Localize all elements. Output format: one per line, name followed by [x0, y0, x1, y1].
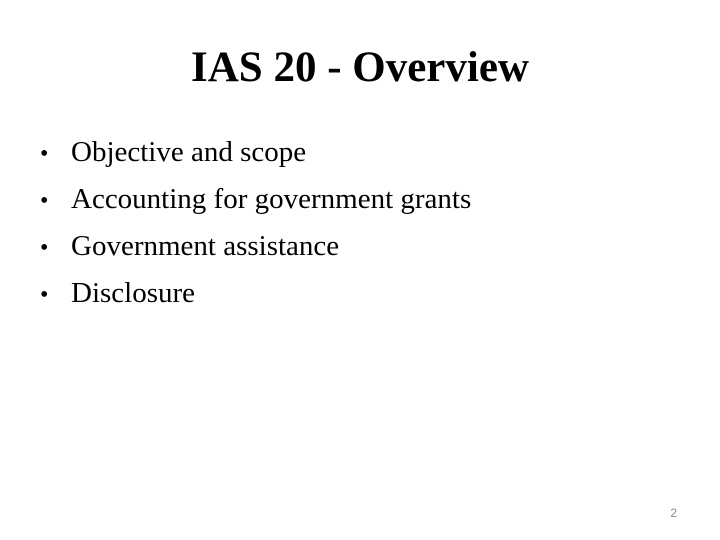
- bullet-icon: •: [40, 235, 49, 261]
- bullet-text: Disclosure: [71, 277, 196, 309]
- bullet-text: Government assistance: [71, 230, 340, 262]
- slide-title: IAS 20 - Overview: [191, 44, 529, 91]
- bullet-list: [40, 130, 471, 318]
- bullet-item: [40, 271, 471, 318]
- bullet-icon: •: [40, 141, 49, 167]
- bullet-text: Accounting for government grants: [71, 183, 472, 215]
- bullet-item: [40, 224, 471, 271]
- bullet-icon: •: [40, 188, 49, 214]
- bullet-item: [40, 177, 471, 224]
- bullet-text: Objective and scope: [71, 136, 307, 168]
- page-number: 2: [670, 506, 677, 520]
- bullet-icon: •: [40, 282, 49, 308]
- bullet-item: [40, 130, 471, 177]
